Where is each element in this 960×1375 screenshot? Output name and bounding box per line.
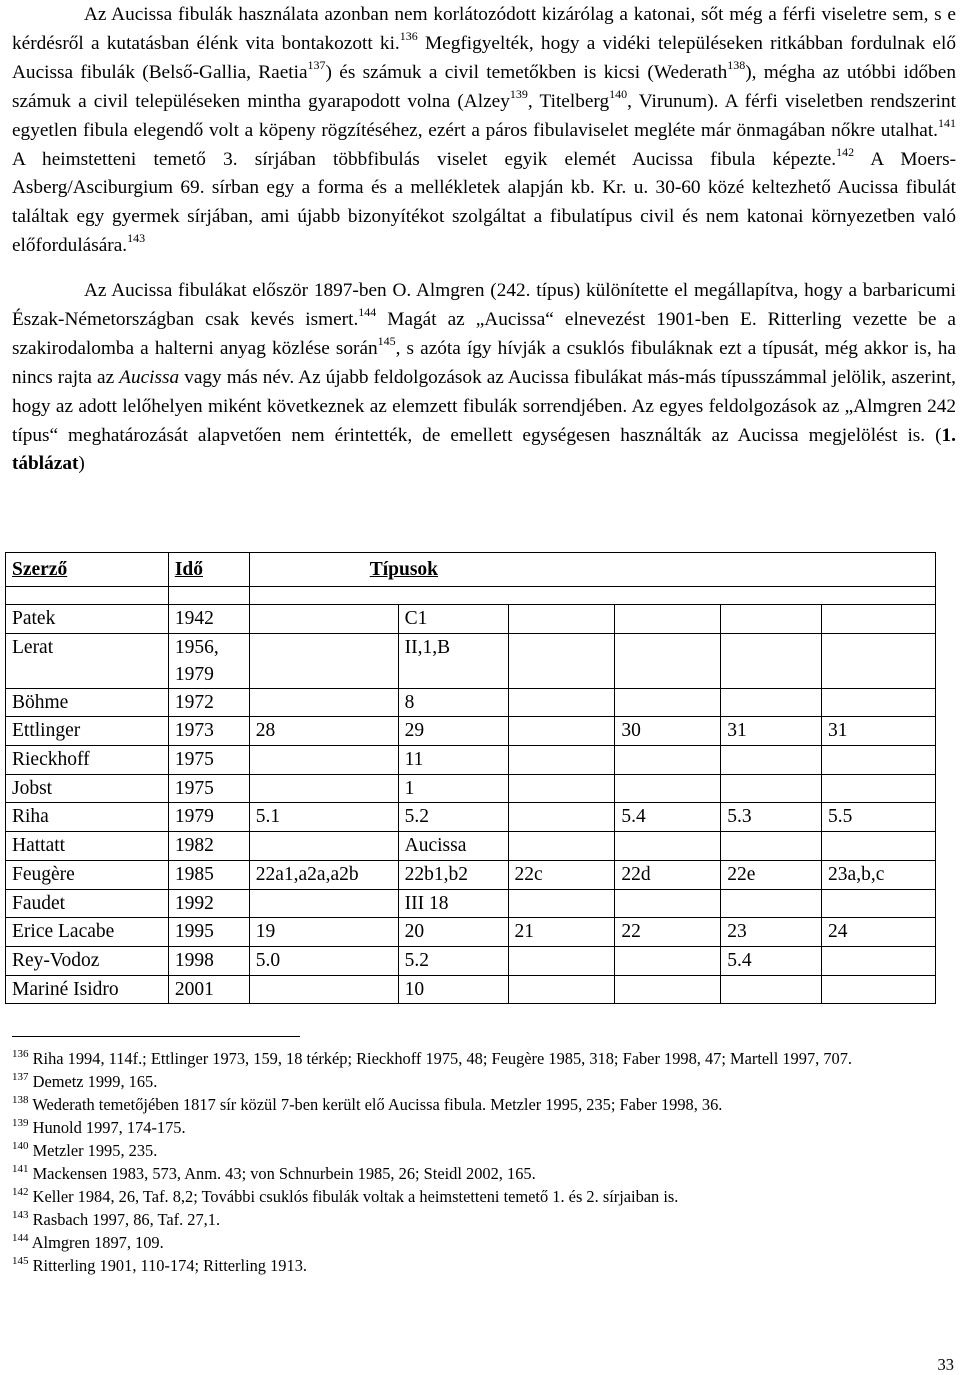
table-cell: 1992 xyxy=(168,889,249,918)
footnote xyxy=(12,1231,956,1254)
footnote xyxy=(12,1208,956,1231)
footnote-ref[interactable]: 137 xyxy=(307,57,326,72)
text-run: , Titelberg xyxy=(527,90,610,112)
table-cell xyxy=(249,774,398,803)
header-types: Típusok xyxy=(249,553,935,587)
table-cell xyxy=(721,633,822,688)
table-cell: 22 xyxy=(615,918,721,947)
table-row xyxy=(6,975,936,1004)
table-cell xyxy=(508,746,615,775)
table-cell: 1975 xyxy=(168,774,249,803)
footnote-ref[interactable]: 144 xyxy=(358,304,377,319)
table-cell: Riha xyxy=(6,803,169,832)
table-cell xyxy=(508,605,615,634)
table-cell xyxy=(249,688,398,717)
table-cell: III 18 xyxy=(398,889,508,918)
footnote-number: 142 xyxy=(12,1186,29,1198)
footnote xyxy=(12,1162,956,1185)
footnote-number: 143 xyxy=(12,1209,29,1221)
table-cell xyxy=(822,633,936,688)
table-cell xyxy=(615,633,721,688)
table-cell xyxy=(822,946,936,975)
table-cell xyxy=(615,688,721,717)
table-cell xyxy=(615,975,721,1004)
text-run: A heimstetteni temető 3. sírjában többfibulás viselet egyik elemét Aucissa fibula képezte. xyxy=(12,148,837,170)
text-run: ) és számuk a civil temetőkben is kicsi (Wederath xyxy=(325,61,728,83)
table-cell xyxy=(721,975,822,1004)
table-cell: Aucissa xyxy=(398,832,508,861)
footnote-number: 141 xyxy=(12,1163,29,1175)
table-cell xyxy=(721,688,822,717)
table-cell: 21 xyxy=(508,918,615,947)
table-cell: 29 xyxy=(398,717,508,746)
footnote-text: Hunold 1997, 174-175. xyxy=(32,1118,186,1137)
table-body xyxy=(6,553,936,1004)
footnote-text: Ritterling 1901, 110-174; Ritterling 1913. xyxy=(32,1256,307,1275)
table-cell: 1972 xyxy=(168,688,249,717)
table-cell: Lerat xyxy=(6,633,169,688)
table-cell xyxy=(508,688,615,717)
table-cell xyxy=(249,633,398,688)
text-run: ) xyxy=(78,453,85,475)
text-run: Megfigyelték, hogy a vidéki településeken ritkábban fordulnak elő Aucissa fibulák (Belső-Gallia, Raetia xyxy=(12,32,956,83)
table-cell: 30 xyxy=(615,717,721,746)
table-cell xyxy=(508,803,615,832)
table-cell xyxy=(508,975,615,1004)
table-cell xyxy=(721,746,822,775)
table-cell: Patek xyxy=(6,605,169,634)
table-cell: 22b1,b2 xyxy=(398,860,508,889)
table-cell: Rey-Vodoz xyxy=(6,946,169,975)
table-row xyxy=(6,633,936,688)
table-row xyxy=(6,946,936,975)
table-cell: 1 xyxy=(398,774,508,803)
table-header-row xyxy=(6,553,936,587)
table-cell: 5.1 xyxy=(249,803,398,832)
table-cell xyxy=(249,746,398,775)
table-row xyxy=(6,860,936,889)
footnote-ref[interactable]: 143 xyxy=(127,231,146,246)
footnote-number: 139 xyxy=(12,1117,29,1129)
table-cell: 19 xyxy=(249,918,398,947)
footnote xyxy=(12,1070,956,1093)
table-cell: 5.4 xyxy=(721,946,822,975)
footnote-number: 140 xyxy=(12,1140,29,1152)
table-cell: 2001 xyxy=(168,975,249,1004)
table-row xyxy=(6,688,936,717)
table-row xyxy=(6,746,936,775)
page-number: 33 xyxy=(937,1355,954,1374)
footnote xyxy=(12,1116,956,1139)
table-cell: 1995 xyxy=(168,918,249,947)
table-cell: 22c xyxy=(508,860,615,889)
table-cell xyxy=(822,688,936,717)
text-run: Magát az „Aucissa“ elnevezést 1901-ben E. Ritterling vezette be a szakirodalomba a halterni anyag közlése során xyxy=(12,308,956,359)
table-reference: 1. táblázat xyxy=(12,424,956,475)
table-cell: 8 xyxy=(398,688,508,717)
table-cell: Faudet xyxy=(6,889,169,918)
footnote xyxy=(12,1093,956,1116)
footnote-ref[interactable]: 140 xyxy=(609,86,628,101)
table-cell: 28 xyxy=(249,717,398,746)
paragraph-2 xyxy=(12,277,956,479)
text-run: , s azóta így hívják a csuklós fibuláknak ezt a típusát, még akkor is, ha nincs rajta az xyxy=(12,337,956,388)
footnote xyxy=(12,1139,956,1162)
italic-text: Aucissa xyxy=(119,366,180,388)
table-cell xyxy=(721,605,822,634)
footnote-number: 137 xyxy=(12,1071,29,1083)
table-cell xyxy=(615,832,721,861)
table-cell: Erice Lacabe xyxy=(6,918,169,947)
footnote-ref[interactable]: 139 xyxy=(509,86,528,101)
footnote-text: Metzler 1995, 235. xyxy=(32,1141,158,1160)
table-cell: Böhme xyxy=(6,688,169,717)
table-cell: II,1,B xyxy=(398,633,508,688)
table-cell xyxy=(508,946,615,975)
table-cell: 24 xyxy=(822,918,936,947)
table-cell: 20 xyxy=(398,918,508,947)
footnotes xyxy=(12,1047,956,1277)
footnote-text: Mackensen 1983, 573, Anm. 43; von Schnurbein 1985, 26; Steidl 2002, 165. xyxy=(32,1164,536,1183)
text-run: A Moers-Asberg/Asciburgium 69. sírban egy a forma és a mellékletek alapján kb. Kr. u. 30-60 közé keltezhető Aucissa fibulát találtak egy gyermek sírjában, ami újabb bizonyítékot szolgáltat a fibulatípus civil és nem katonai környezetben való előfordulására. xyxy=(12,148,957,257)
table-cell xyxy=(508,889,615,918)
table-row xyxy=(6,605,936,634)
table-cell: 31 xyxy=(822,717,936,746)
text-run: Az Aucissa fibulákat először 1897-ben O. Almgren (242. típus) különítette el megállapítva, hogy a barbaricumi Észak-Németországban csak kevés ismert. xyxy=(12,280,956,330)
table-cell: 5.0 xyxy=(249,946,398,975)
table-cell: 22a1,a2a,a2b xyxy=(249,860,398,889)
text-run: ), mégha az utóbbi időben számuk a civil településeken mintha gyarapodott volna (Alzey xyxy=(12,61,956,112)
table-cell: 10 xyxy=(398,975,508,1004)
table-cell xyxy=(822,605,936,634)
table-cell: 1979 xyxy=(168,803,249,832)
text-run: , Virunum). A férfi viseletben rendszerint egyetlen fibula elegendő volt a köpeny rögzítéséhez, ezért a páros fibulaviselet megléte már önmagában nőkre utalhat. xyxy=(12,90,957,141)
table-cell: Rieckhoff xyxy=(6,746,169,775)
text-run: vagy más név. Az újabb feldolgozások az Aucissa fibulákat más-más típusszámmal jelölik, aszerint, hogy az adott lelőhelyen miként következnek az elemzett fibulák sorrendjében. Az egyes feldolgozások az „Almgren 242 típus“ meghatározását alapvetően nem érintették, de emellett egységesen használták az Aucissa megjelölést is. ( xyxy=(12,366,956,446)
footnote-separator xyxy=(12,1036,300,1037)
spacer-cell xyxy=(249,587,935,605)
footnote-text: Wederath temetőjében 1817 sír közül 7-ben került elő Aucissa fibula. Metzler 1995, 235; Faber 1998, 36. xyxy=(32,1095,723,1114)
footnote xyxy=(12,1185,956,1208)
table-cell xyxy=(822,774,936,803)
table-cell xyxy=(508,633,615,688)
table-cell: 1998 xyxy=(168,946,249,975)
table-row xyxy=(6,832,936,861)
table-cell: Jobst xyxy=(6,774,169,803)
footnote xyxy=(12,1047,956,1070)
table-cell: 22d xyxy=(615,860,721,889)
table-cell xyxy=(822,832,936,861)
table-cell xyxy=(249,832,398,861)
table-cell: 11 xyxy=(398,746,508,775)
table-cell: 1982 xyxy=(168,832,249,861)
table-row xyxy=(6,889,936,918)
table-cell: 5.2 xyxy=(398,803,508,832)
text-run: Az Aucissa fibulák használata azonban nem korlátozódott kizárólag a katonai, sőt még a férfi viseletre sem, s e kérdésről a kutatásban élénk vita bontakozott ki. xyxy=(12,4,956,54)
table-cell xyxy=(615,605,721,634)
table-cell: 31 xyxy=(721,717,822,746)
footnote-number: 144 xyxy=(12,1232,29,1244)
table-cell xyxy=(615,774,721,803)
table-row xyxy=(6,803,936,832)
table-cell xyxy=(615,946,721,975)
table-cell xyxy=(249,975,398,1004)
table-cell xyxy=(508,832,615,861)
footnote-number: 145 xyxy=(12,1255,29,1267)
table-row xyxy=(6,918,936,947)
table-cell xyxy=(615,889,721,918)
table-cell xyxy=(249,605,398,634)
table-cell xyxy=(615,746,721,775)
spacer-cell xyxy=(6,587,169,605)
table-cell xyxy=(249,889,398,918)
table-cell: 5.2 xyxy=(398,946,508,975)
table-cell: 1942 xyxy=(168,605,249,634)
table-cell: 1956, 1979 xyxy=(168,633,249,688)
header-author: Szerző xyxy=(6,553,169,587)
table-cell: C1 xyxy=(398,605,508,634)
table-cell: 23a,b,c xyxy=(822,860,936,889)
footnote-text: Rasbach 1997, 86, Taf. 27,1. xyxy=(32,1210,221,1229)
footnote-ref[interactable]: 138 xyxy=(727,57,746,72)
table-cell xyxy=(721,889,822,918)
table-cell xyxy=(822,746,936,775)
table-cell xyxy=(721,832,822,861)
table-cell xyxy=(822,889,936,918)
table-row xyxy=(6,717,936,746)
footnote-ref[interactable]: 145 xyxy=(377,333,396,348)
footnote-text: Riha 1994, 114f.; Ettlinger 1973, 159, 18 térkép; Rieckhoff 1975, 48; Feugère 1985, 318; Faber 1998, 47; Martell 1997, 707. xyxy=(32,1049,853,1068)
table-cell: 23 xyxy=(721,918,822,947)
paragraph-1 xyxy=(12,1,956,261)
typology-table xyxy=(5,552,936,1004)
table-cell: 22e xyxy=(721,860,822,889)
footnote xyxy=(12,1254,956,1277)
table-cell xyxy=(721,774,822,803)
table-cell: 5.4 xyxy=(615,803,721,832)
table-cell: Mariné Isidro xyxy=(6,975,169,1004)
table-cell: 1975 xyxy=(168,746,249,775)
footnote-ref[interactable]: 142 xyxy=(836,144,855,159)
header-year: Idő xyxy=(168,553,249,587)
table-cell: Hattatt xyxy=(6,832,169,861)
table-spacer-row xyxy=(6,587,936,605)
footnote-ref[interactable]: 141 xyxy=(938,115,956,130)
table-cell: 5.5 xyxy=(822,803,936,832)
table-cell: 1973 xyxy=(168,717,249,746)
table-row xyxy=(6,774,936,803)
footnote-text: Keller 1984, 26, Taf. 8,2; További csuklós fibulák voltak a heimstetteni temető 1. és 2. sírjaiban is. xyxy=(32,1187,679,1206)
table-cell: Feugère xyxy=(6,860,169,889)
footnote-ref[interactable]: 136 xyxy=(399,28,418,43)
footnote-text: Demetz 1999, 165. xyxy=(32,1072,158,1091)
table-cell xyxy=(822,975,936,1004)
table-cell xyxy=(508,717,615,746)
table-cell xyxy=(508,774,615,803)
footnote-number: 136 xyxy=(12,1048,29,1060)
table-cell: 5.3 xyxy=(721,803,822,832)
spacer-cell xyxy=(168,587,249,605)
footnote-text: Almgren 1897, 109. xyxy=(31,1233,164,1252)
table-cell: 1985 xyxy=(168,860,249,889)
footnote-number: 138 xyxy=(12,1094,29,1106)
table-cell: Ettlinger xyxy=(6,717,169,746)
